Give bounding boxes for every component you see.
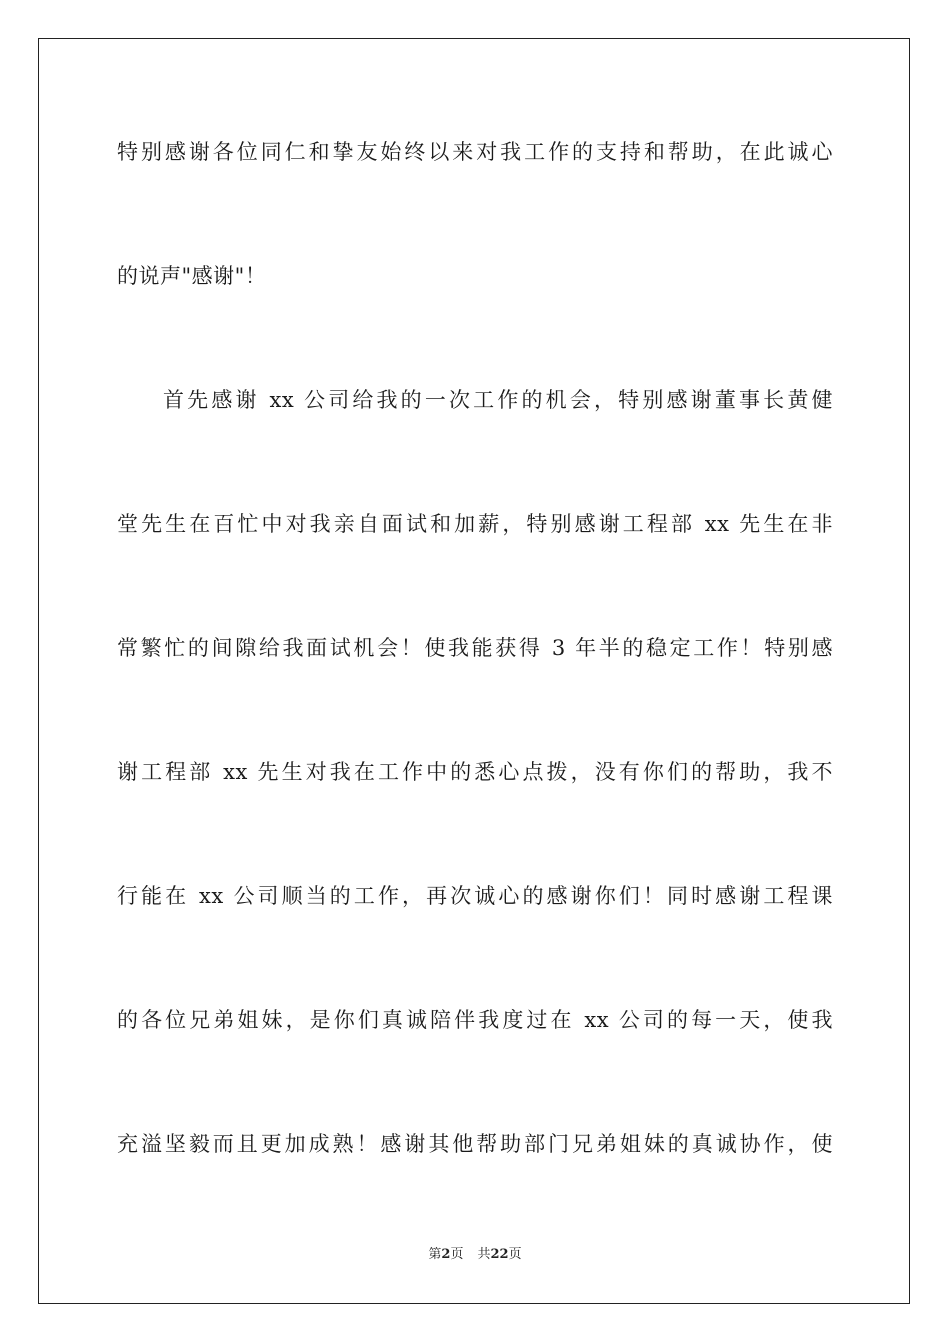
page-border: [38, 38, 910, 1304]
total-suffix: 页: [508, 1247, 522, 1262]
paragraph-line-3: 首先感谢 xx 公司给我的一次工作的机会，特别感谢董事长黄健: [163, 388, 833, 412]
paragraph-line-2: 的说声"感谢"！: [117, 264, 267, 288]
total-pages: 22: [490, 1247, 509, 1262]
total-prefix: 共: [477, 1247, 491, 1262]
page-footer: [0, 1246, 950, 1264]
paragraph-line-6: 谢工程部 xx 先生对我在工作中的悉心点拨，没有你们的帮助，我不: [117, 760, 833, 784]
paragraph-line-9: 充溢坚毅而且更加成熟！感谢其他帮助部门兄弟姐妹的真诚协作，使: [117, 1132, 833, 1156]
page-number: 2: [441, 1247, 451, 1262]
page-prefix: 第: [428, 1247, 442, 1262]
paragraph-line-4: 堂先生在百忙中对我亲自面试和加薪，特别感谢工程部 xx 先生在非: [117, 512, 833, 536]
paragraph-line-7: 行能在 xx 公司顺当的工作，再次诚心的感谢你们！同时感谢工程课: [117, 884, 833, 908]
paragraph-line-5: 常繁忙的间隙给我面试机会！使我能获得 3 年半的稳定工作！特别感: [117, 636, 833, 660]
page-suffix: 页: [450, 1247, 464, 1262]
paragraph-line-1: 特别感谢各位同仁和挚友始终以来对我工作的支持和帮助，在此诚心: [117, 140, 833, 164]
paragraph-line-8: 的各位兄弟姐妹，是你们真诚陪伴我度过在 xx 公司的每一天，使我: [117, 1008, 833, 1032]
